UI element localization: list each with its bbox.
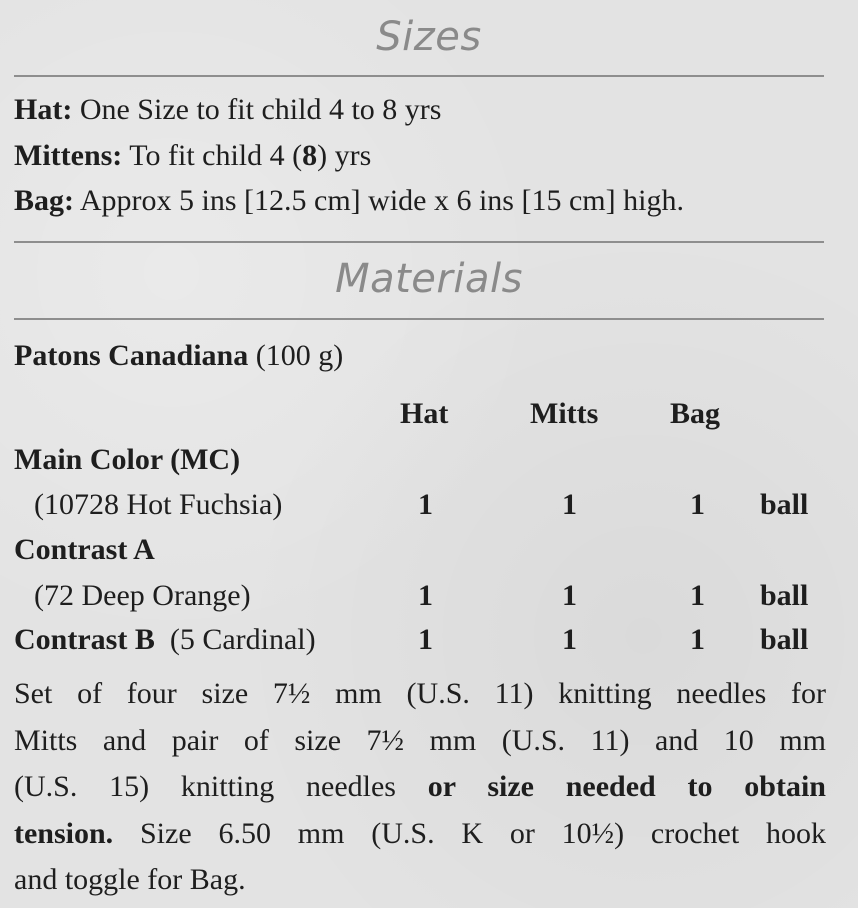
bag-size-text: Approx 5 ins [12.5 cm] wide x 6 ins [15 cm] high.: [79, 184, 684, 217]
main-color-bag-qty: 1: [690, 488, 705, 521]
contrast-b-hat-qty: 1: [418, 623, 433, 656]
yarn-weight: (100 g): [255, 339, 344, 372]
materials-heading: Materials: [335, 256, 523, 302]
contrast-b-shade: (5 Cardinal): [169, 623, 316, 656]
contrast-a-hat-qty: 1: [418, 579, 433, 612]
hat-size-line: [14, 93, 441, 127]
needles-line: [14, 764, 826, 811]
sizes-heading: Sizes: [376, 14, 482, 60]
contrast-a-bag-qty: 1: [690, 579, 705, 612]
main-color-name: Main Color (MC): [14, 443, 241, 476]
column-header-bag: Bag: [670, 397, 721, 430]
needles-line: and toggle for Bag.: [14, 863, 246, 896]
contrast-b-name: Contrast B: [14, 623, 155, 656]
needles-line: Set of four size 7½ mm (U.S. 11) knitting needles for: [14, 677, 826, 710]
materials-top-rule: [14, 241, 824, 243]
contrast-a-shade: (72 Deep Orange): [34, 579, 251, 612]
contrast-b-unit: ball: [760, 623, 809, 656]
main-color-shade: (10728 Hot Fuchsia): [34, 488, 283, 521]
main-color-mitts-qty: 1: [562, 488, 577, 521]
contrast-b-mitts-qty: 1: [562, 623, 577, 656]
sizes-top-rule: [14, 75, 824, 77]
yarn-line: [14, 339, 343, 373]
contrast-a-mitts-qty: 1: [562, 579, 577, 612]
contrast-b-bag-qty: 1: [690, 623, 705, 656]
hat-size-text: One Size to fit child 4 to 8 yrs: [79, 93, 442, 126]
mittens-size-text-c: ) yrs: [317, 139, 372, 172]
tension-word: tension.: [14, 816, 114, 850]
needles-paragraph: [14, 671, 826, 904]
main-color-unit: ball: [760, 488, 809, 521]
contrast-a-unit: ball: [760, 579, 809, 612]
bag-size-line: [14, 184, 684, 218]
mittens-size-line: [14, 139, 371, 173]
crochet-hook-text: Size 6.50 mm (U.S. K or 10½) crochet hook: [140, 816, 827, 850]
needles-line: [14, 811, 826, 858]
bag-label: Bag:: [14, 184, 74, 217]
yarn-brand: Patons Canadiana: [14, 339, 249, 372]
mittens-size-alt: 8: [302, 139, 318, 172]
material-row-name: [14, 443, 240, 477]
tension-note: or size needed to obtain: [427, 770, 826, 803]
material-row-name: [14, 533, 155, 567]
main-color-hat-qty: 1: [418, 488, 433, 521]
mittens-size-text-a: To fit child 4 (: [129, 139, 303, 172]
column-header-hat: Hat: [400, 397, 449, 430]
material-row-name: [14, 623, 316, 657]
materials-heading-rule: [14, 318, 824, 320]
mittens-label: Mittens:: [14, 139, 123, 172]
needles-line: Mitts and pair of size 7½ mm (U.S. 11) and 10 mm: [14, 723, 826, 757]
column-header-mitts: Mitts: [530, 397, 599, 430]
contrast-a-name: Contrast A: [14, 533, 155, 566]
needles-text: (U.S. 15) knitting needles: [14, 770, 396, 803]
hat-label: Hat:: [14, 93, 73, 126]
